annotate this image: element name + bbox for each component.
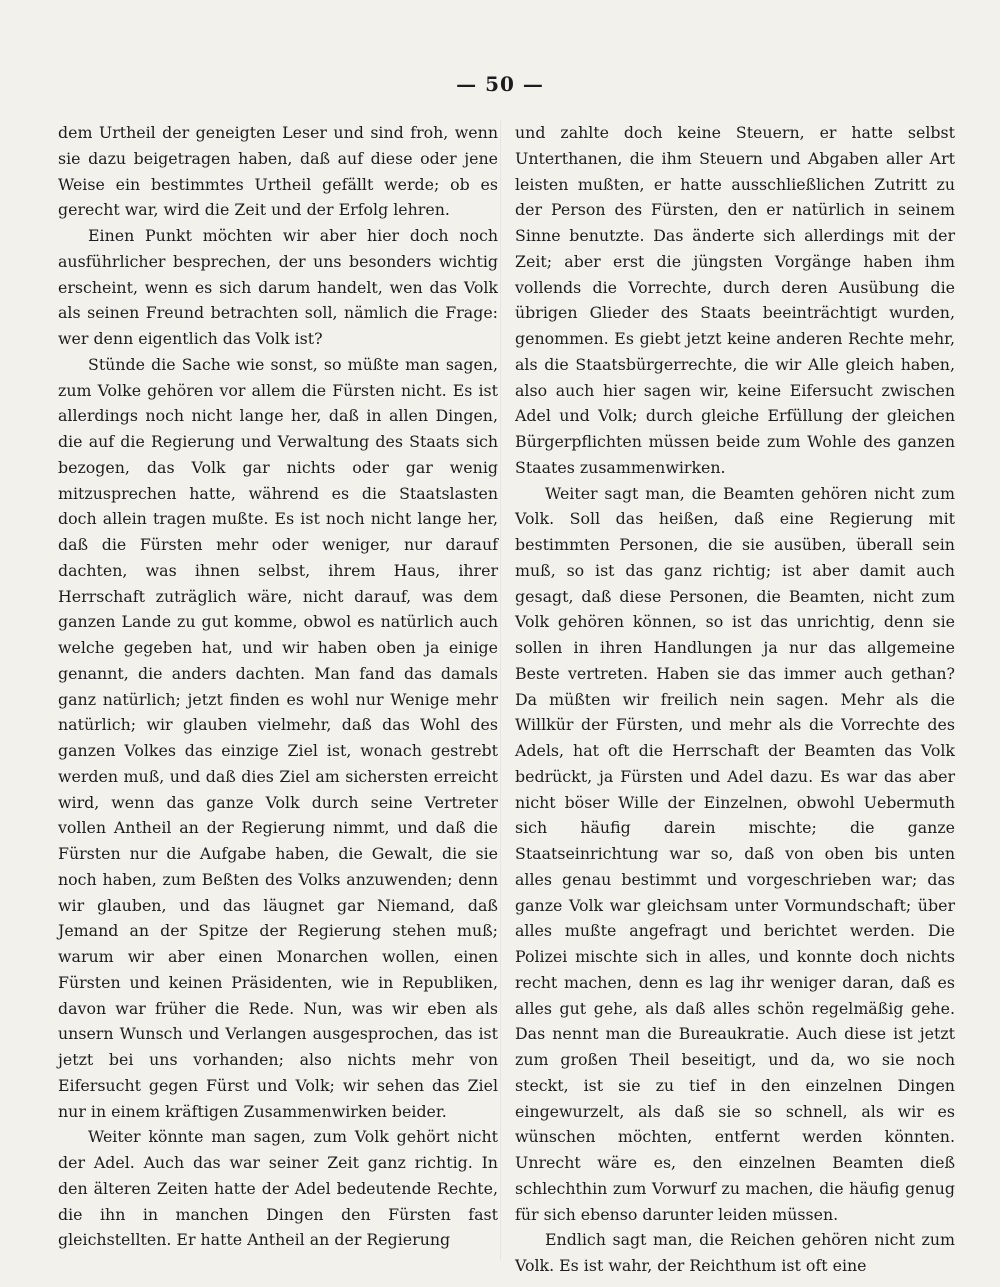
left-column xyxy=(58,120,498,1253)
paragraph: Stünde die Sache wie sonst, so müßte man sagen, zum Volke gehören vor allem die Fürsten nicht. Es ist allerdings noch nicht lange her, daß in allen Dingen, die auf die Regierung und Verwaltung des Staats sich bezogen, das Volk gar nichts oder gar wenig mitzusprechen hatte, während es die Staatslasten doch allein tragen mußte. Es ist noch nicht lange her, daß die Fürsten mehr oder weniger, nur darauf dachten, was ihnen selbst, ihrem Haus, ihrer Herrschaft zuträglich wäre, nicht darauf, was dem ganzen Lande zu gut komme, obwol es natürlich auch welche gegeben hat, und wir haben oben ja einige genannt, die anders dachten. Man fand das damals ganz natürlich; jetzt finden es wohl nur Wenige mehr natürlich; wir glauben vielmehr, daß das Wohl des ganzen Volkes das einzige Ziel ist, wonach gestrebt werden muß, und daß dies Ziel am sichersten erreicht wird, wenn das ganze Volk durch seine Vertreter vollen Antheil an der Regierung nimmt, und daß die Fürsten nur die Aufgabe haben, die Gewalt, die sie noch haben, zum Beßten des Volks anzuwenden; denn wir glauben, und das läugnet gar Niemand, daß Jemand an der Spitze der Regierung stehen muß; warum wir aber einen Monarchen wollen, einen Fürsten und keinen Präsidenten, wie in Republiken, davon war früher die Rede. Nun, was wir eben als unsern Wunsch und Verlangen ausgesprochen, das ist jetzt bei uns vorhanden; also nichts mehr von Eifersucht gegen Fürst und Volk; wir sehen das Ziel nur in einem kräftigen Zusammenwirken beider. xyxy=(58,354,498,1121)
paragraph: Weiter könnte man sagen, zum Volk gehört nicht der Adel. Auch das war seiner Zeit ganz richtig. In den älteren Zeiten hatte der Adel bedeutende Rechte, die ihn in manchen Dingen den Fürsten fast gleichstellten. Er hatte Antheil an der Regierung xyxy=(58,1127,498,1250)
paragraph: Weiter sagt man, die Beamten gehören nicht zum Volk. Soll das heißen, daß eine Regierung mit bestimmten Personen, die sie ausüben, überall sein muß, so ist das ganz richtig; ist aber damit auch gesagt, daß diese Personen, die Beamten, nicht zum Volk gehören können, so ist das unrichtig, denn sie sollen in ihren Handlungen ja nur das allgemeine Beste vertreten. Haben sie das immer auch gethan? Da müßten wir freilich nein sagen. Mehr als die Willkür der Fürsten, und mehr als die Vorrechte des Adels, hat oft die Herrschaft der Beamten das Volk bedrückt, ja Fürsten und Adel dazu. Es war das aber nicht böser Wille der Einzelnen, obwohl Uebermuth sich häufig darein mischte; die ganze Staatseinrichtung war so, daß von oben bis unten alles genau bestimmt und vorgeschrieben war; das ganze Volk war gleichsam unter Vormundschaft; über alles mußte angefragt und berichtet werden. Die Polizei mischte sich in alles, und konnte doch nichts recht machen, denn es lag ihr weniger daran, daß es alles gut gehe, als daß alles schön regelmäßig gehe. Das nennt man die Bureaukratie. Auch diese ist jetzt zum großen Theil beseitigt, und da, wo sie noch steckt, ist sie zu tief in den einzelnen Dingen eingewurzelt, als daß sie so schnell, als wir es wünschen möchten, entfernt werden könnten. Unrecht wäre es, den einzelnen Beamten dieß schlechthin zum Vorwurf zu machen, die häufig genug für sich ebenso darunter leiden müssen. xyxy=(515,483,955,1224)
paragraph: dem Urtheil der geneigten Leser und sind froh, wenn sie dazu beigetragen haben, daß auf diese oder jene Weise ein bestimmtes Urtheil gefällt werde; ob es gerecht war, wird die Zeit und der Erfolg lehren. xyxy=(58,123,498,220)
right-column xyxy=(515,120,955,1279)
page-number: — 50 — xyxy=(456,72,544,96)
column-divider xyxy=(500,120,501,1260)
paragraph: und zahlte doch keine Steuern, er hatte selbst Unterthanen, die ihm Steuern und Abgaben aller Art leisten mußten, er hatte ausschließlichen Zutritt zu der Person des Fürsten, den er natürlich in seinem Sinne benutzte. Das änderte sich allerdings mit der Zeit; aber erst die jüngsten Vorgänge haben ihm vollends die Vorrechte, durch deren Ausübung die übrigen Glieder des Staats beeinträchtigt wurden, genommen. Es giebt jetzt keine anderen Rechte mehr, als die Staatsbürgerrechte, die wir Alle gleich haben, also auch hier sagen wir, keine Eifersucht zwischen Adel und Volk; durch gleiche Erfüllung der gleichen Bürgerpflichten müssen beide zum Wohle des ganzen Staates zusammenwirken. xyxy=(515,123,955,477)
paragraph: Endlich sagt man, die Reichen gehören nicht zum Volk. Es ist wahr, der Reichthum ist oft eine xyxy=(515,1230,955,1275)
paragraph: Einen Punkt möchten wir aber hier doch noch ausführlicher besprechen, der uns besonders wichtig erscheint, wenn es sich darum handelt, wen das Volk als seinen Freund betrachten soll, nämlich die Frage: wer denn eigentlich das Volk ist? xyxy=(58,226,498,348)
